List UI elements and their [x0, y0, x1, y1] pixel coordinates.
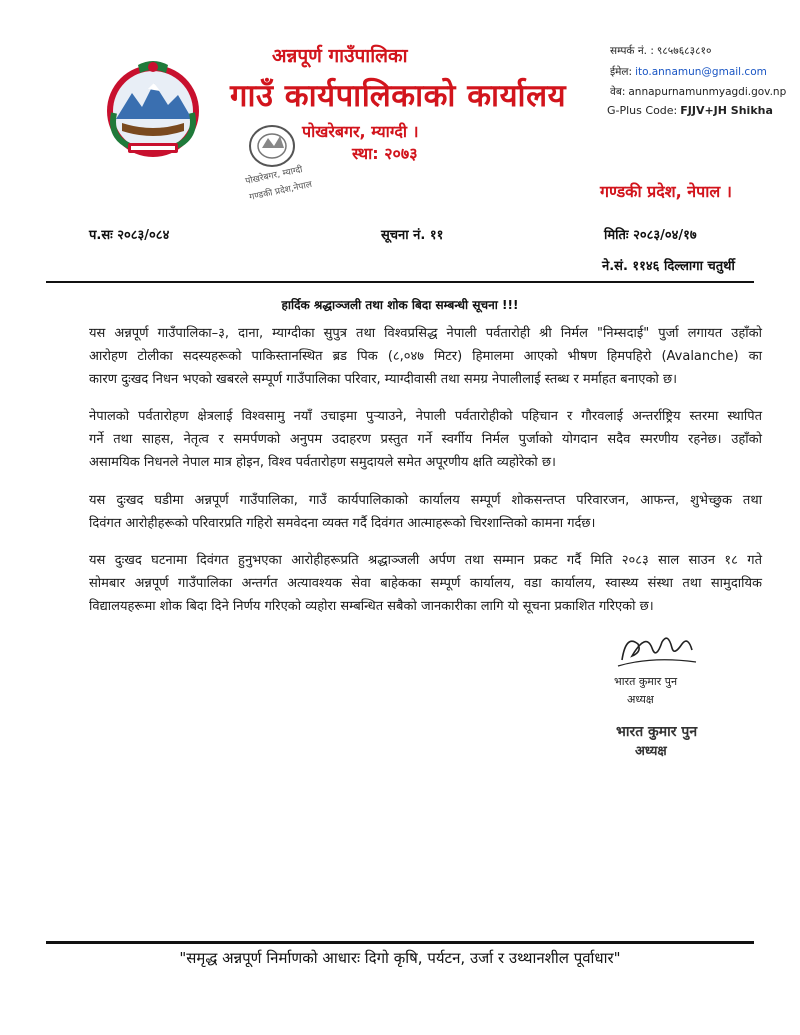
paragraph-line: दिवंगत आरोहीहरूको परिवारप्रति गहिरो समवेदना व्यक्त गर्दै दिवंगत आत्माहरूको चिरशान्तिको कामना गर्दछ। — [89, 516, 596, 531]
org-name: अन्नपूर्ण गाउँपालिका — [272, 45, 408, 67]
paragraph-line: विद्यालयहरूमा शोक बिदा दिने निर्णय गरिएको व्यहोरा सम्बन्धित सबैको जानकारीका लागि यो सूचना प्रकाशित गरिएको छ। — [89, 599, 654, 614]
letter-number: प.सः २०८३/०८४ — [89, 228, 170, 243]
body-paragraph-3 — [89, 489, 762, 535]
notice-subject: हार्दिक श्रद्धाञ्जली तथा शोक बिदा सम्बन्धी सूचना !!! — [281, 298, 519, 312]
nepal-emblem-logo — [98, 53, 208, 163]
paragraph-line: कारण दुःखद निधन भएको खबरले सम्पूर्ण गाउँपालिका परिवार, म्याग्दीवासी तथा समग्र नेपालीलाई स्तब्ध र मर्माहत बनाएको छ। — [89, 372, 678, 387]
paragraph-line: असामयिक निधनले नेपाल मात्र होइन, विश्व पर्वतारोहण समुदायले समेत अपूरणीय क्षति व्यहोरेको छ। — [89, 455, 556, 470]
stamp-line-1: पोखरेबगर, म्याग्दी — [244, 165, 304, 187]
phone-value: ९८५७६८३८१० — [656, 45, 712, 57]
office-name: गाउँ कार्यपालिकाको कार्यालय — [230, 78, 567, 114]
handwritten-signature — [612, 626, 702, 672]
contact-web — [610, 85, 786, 99]
paragraph-line: गर्ने तथा साहस, नेतृत्व र समर्पणको अनुपम उदाहरण प्रस्तुत गर्ने स्वर्गीय निर्मल पुर्जाको योगदान सदैव स्मरणीय रहनेछ। उहाँको — [89, 432, 762, 447]
body-paragraph-4 — [89, 549, 762, 618]
date: मितिः २०८३/०४/१७ — [604, 228, 697, 243]
province: गण्डकी प्रदेश, नेपाल । — [600, 182, 732, 201]
contact-gplus — [607, 104, 773, 117]
header-divider — [46, 281, 754, 283]
web-link[interactable]: annapurnamunmyagdi.gov.np — [628, 86, 787, 98]
footer-slogan: "समृद्ध अन्नपूर्ण निर्माणको आधारः दिगो कृषि, पर्यटन, उर्जा र उथ्थानशील पूर्वाधार" — [179, 949, 621, 967]
paragraph-line: यस दुःखद घडीमा अन्नपूर्ण गाउँपालिका, गाउँ कार्यपालिकाको कार्यालय सम्पूर्ण शोकसन्तप्त परिवारजन, आफन्त, शुभेच्छुक तथा — [89, 493, 762, 508]
paragraph-line: नेपालको पर्वतारोहण क्षेत्रलाई विश्वसामु नयाँ उचाइमा पुऱ्याउने, नेपाली पर्वतारोहीको पहिचान र गौरवलाई अन्तर्राष्ट्रिय स्तरमा स्थापित — [89, 409, 762, 424]
paragraph-line: सोमबार अन्नपूर्ण गाउँपालिका अन्तर्गत अत्यावश्यक सेवा बाहेकका सम्पूर्ण कार्यालय, वडा कार्यालय, स्वास्थ्य संस्था तथा सामुदायिक — [89, 576, 762, 591]
email-label: ईमेल: — [610, 66, 633, 78]
office-address: पोखरेबगर, म्याग्दी । — [302, 122, 419, 141]
contact-email — [610, 65, 767, 79]
paragraph-line: यस दुःखद घटनामा दिवंगत हुनुभएका आरोहीहरूप्रति श्रद्धाञ्जली अर्पण तथा सम्मान प्रकट गर्दै मिति २०८३ साल साउन १८ गते — [89, 553, 762, 568]
contact-phone — [610, 44, 711, 58]
stamp-line-2: गण्डकी प्रदेश,नेपाल — [248, 179, 313, 203]
body-paragraph-1 — [89, 322, 762, 391]
gplus-label: G-Plus Code: — [607, 104, 678, 117]
gplus-value: FJJV+JH Shikha — [680, 104, 773, 117]
signatory-title-stamp: अध्यक्ष — [635, 744, 667, 759]
established-year: स्था: २०७३ — [352, 144, 418, 163]
paragraph-line: यस अन्नपूर्ण गाउँपालिका–३, दाना, म्याग्दीका सुपुत्र तथा विश्वप्रसिद्ध नेपाली पर्वतारोही श्री निर्मल "निम्सदाई" पुर्जा लगायत उहाँको — [89, 326, 762, 341]
signatory-title: अध्यक्ष — [627, 693, 654, 706]
web-label: वेब: — [610, 86, 626, 98]
signatory-name: भारत कुमार पुन — [614, 675, 678, 688]
phone-label: सम्पर्क नं. : — [610, 45, 654, 57]
signatory-name-stamp: भारत कुमार पुन — [616, 724, 698, 740]
paragraph-line: आरोहण टोलीका सदस्यहरूको पाकिस्तानस्थित ब्रड पिक (८,०४७ मिटर) हिमालमा आएको भीषण हिमपहिरो (Avalanche) का — [89, 349, 762, 364]
notice-number: सूचना नं. ११ — [381, 228, 444, 243]
footer-divider — [46, 941, 754, 944]
office-stamp — [232, 118, 347, 213]
email-link[interactable]: ito.annamun@gmail.com — [635, 66, 767, 78]
body-paragraph-2 — [89, 405, 762, 474]
nepal-sambat-date: ने.सं. ११४६ दिल्लागा चतुर्थी — [602, 259, 735, 274]
